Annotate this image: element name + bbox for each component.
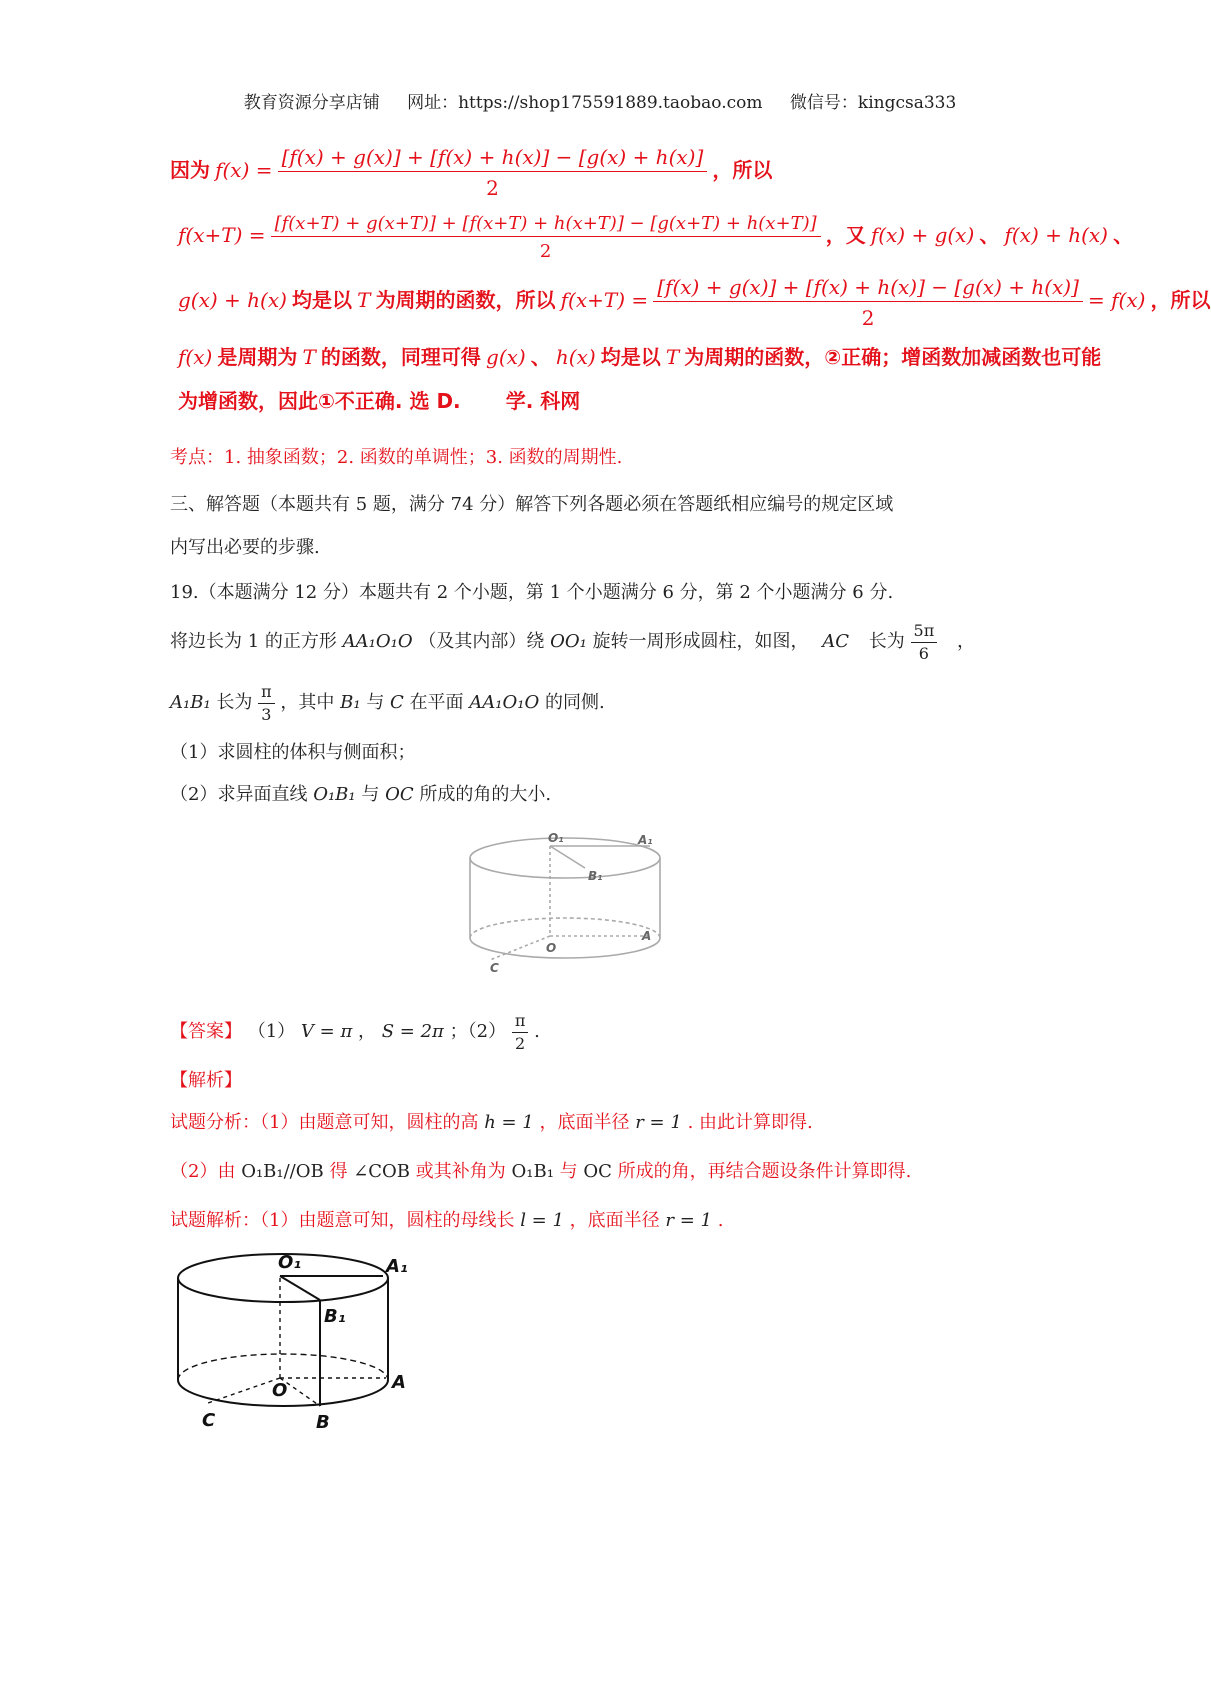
bottom-front-arc xyxy=(470,938,660,958)
proof-line-2: f(x+T) = $\frac{[f(x+T) + g(x+T)] + [f(x+T) + h(x+T)] - [g(x+T) + h(x+T)]}{2}$ ，又 f(x) + g(x) 、 f(x) + h(x) 、 xyxy=(178,213,1134,262)
analysis-tag: 【解析】 xyxy=(170,1070,242,1091)
brand-watermark-text: 学. 科网 xyxy=(505,389,581,413)
fraction-pi-3: $\frac{\pi}{3}$ xyxy=(258,683,275,723)
label-B: B xyxy=(316,1412,330,1433)
header-wechat: 微信号：kingcsa333 xyxy=(789,93,957,113)
cylinder-figure-small xyxy=(460,828,670,978)
q19-line3: A₁B₁ 长为 $\frac{\pi}{3}$ ，其中 B₁ 与 C 在平面 AA₁O₁O 的同侧. xyxy=(170,682,605,724)
answer-tag: 【答案】 xyxy=(170,1021,242,1043)
label-A: A xyxy=(642,929,652,943)
proof-text: 因为 xyxy=(170,158,210,182)
answer-fraction: $\frac{\pi}{2}$ xyxy=(512,1012,529,1052)
label-B1: B₁ xyxy=(588,869,603,883)
top-ellipse xyxy=(470,838,660,878)
kaodian: 考点：1. 抽象函数；2. 函数的单调性；3. 函数的周期性. xyxy=(170,447,623,468)
q19-line2: 将边长为 1 的正方形 AA₁O₁O （及其内部）绕 OO₁ 旋转一周形成圆柱，如图， AC 长为 $\frac{5\pi}{6}$ ， xyxy=(170,621,975,663)
q19-part1: （1）求圆柱的体积与侧面积； xyxy=(170,742,416,763)
label-A: A xyxy=(392,1372,406,1393)
section-heading-line1: 三、解答题（本题共有 5 题，满分 74 分）解答下列各题必须在答题纸相应编号的规定区域 xyxy=(170,494,894,515)
answer-volume: V = π xyxy=(300,1021,353,1043)
header-site: 网址：https://shop175591889.taobao.com xyxy=(407,93,763,113)
q19-head: 19.（本题满分 12 分）本题共有 2 个小题，第 1 个小题满分 6 分，第 2 个小题满分 6 分. xyxy=(170,582,894,603)
proof-fraction: $\frac{[f(x) + g(x)] + [f(x) + h(x)] - [g(x) + h(x)]}{2}$ xyxy=(278,145,708,200)
analysis-line3: 试题解析：（1）由题意可知，圆柱的母线长 l = 1 ，底面半径 r = 1 . xyxy=(170,1210,724,1231)
analysis-line1: 试题分析：（1）由题意可知，圆柱的高 h = 1 ，底面半径 r = 1 . 由此计算即得. xyxy=(170,1112,813,1133)
label-C: C xyxy=(202,1410,216,1431)
answer-line: 【答案】 （1） V = π ， S = 2π ；（2） $\frac{\pi}{2}$ . xyxy=(170,1011,540,1053)
bottom-back-arc xyxy=(470,918,660,938)
label-O: O xyxy=(272,1380,288,1401)
fraction-5pi-6: $\frac{5\pi}{6}$ xyxy=(911,622,938,662)
proof-text: ，所以 xyxy=(712,158,773,182)
proof-line-3: g(x) + h(x) 均是以 T 为周期的函数，所以 f(x+T) = $\frac{[f(x) + g(x)] + [f(x) + h(x)] - [g(x) + h(x)]}{2}$ = f(x) ，所以 xyxy=(178,275,1211,330)
proof-line-1 xyxy=(170,145,772,200)
bottom-back-arc xyxy=(178,1354,388,1380)
label-C: C xyxy=(490,961,499,975)
proof-fraction: $\frac{[f(x) + g(x)] + [f(x) + h(x)] - [g(x) + h(x)]}{2}$ xyxy=(653,275,1083,330)
label-B1: B₁ xyxy=(324,1306,346,1327)
label-O: O xyxy=(546,941,557,955)
proof-fraction: $\frac{[f(x+T) + g(x+T)] + [f(x+T) + h(x+T)] - [g(x+T) + h(x+T)]}{2}$ xyxy=(271,213,821,262)
answer-area: S = 2π xyxy=(381,1021,444,1043)
label-A1: A₁ xyxy=(638,833,653,847)
page-header xyxy=(0,88,1200,113)
label-A1: A₁ xyxy=(386,1256,408,1277)
analysis-line2: （2）由 O₁B₁//OB 得 ∠COB 或其补角为 O₁B₁ 与 OC 所成的角，再结合题设条件计算即得. xyxy=(170,1161,912,1182)
proof-block xyxy=(170,145,1211,445)
section-heading-line2: 内写出必要的步骤. xyxy=(170,537,320,558)
label-O1: O₁ xyxy=(548,831,564,845)
proof-math: f(x) = xyxy=(215,158,273,182)
header-shop: 教育资源分享店铺 xyxy=(243,93,380,113)
label-O1: O₁ xyxy=(278,1252,302,1273)
cylinder-figure-large xyxy=(168,1238,438,1438)
q19-part2: （2）求异面直线 O₁B₁ 与 OC 所成的角的大小. xyxy=(170,784,552,805)
proof-line-4: f(x) 是周期为 T 的函数，同理可得 g(x) 、 h(x) 均是以 T 为周期的函数，②正确；增函数加减函数也可能 xyxy=(178,345,1102,369)
proof-line-5: 为增函数，因此①不正确. 选 D. 学. 科网 xyxy=(178,389,581,413)
